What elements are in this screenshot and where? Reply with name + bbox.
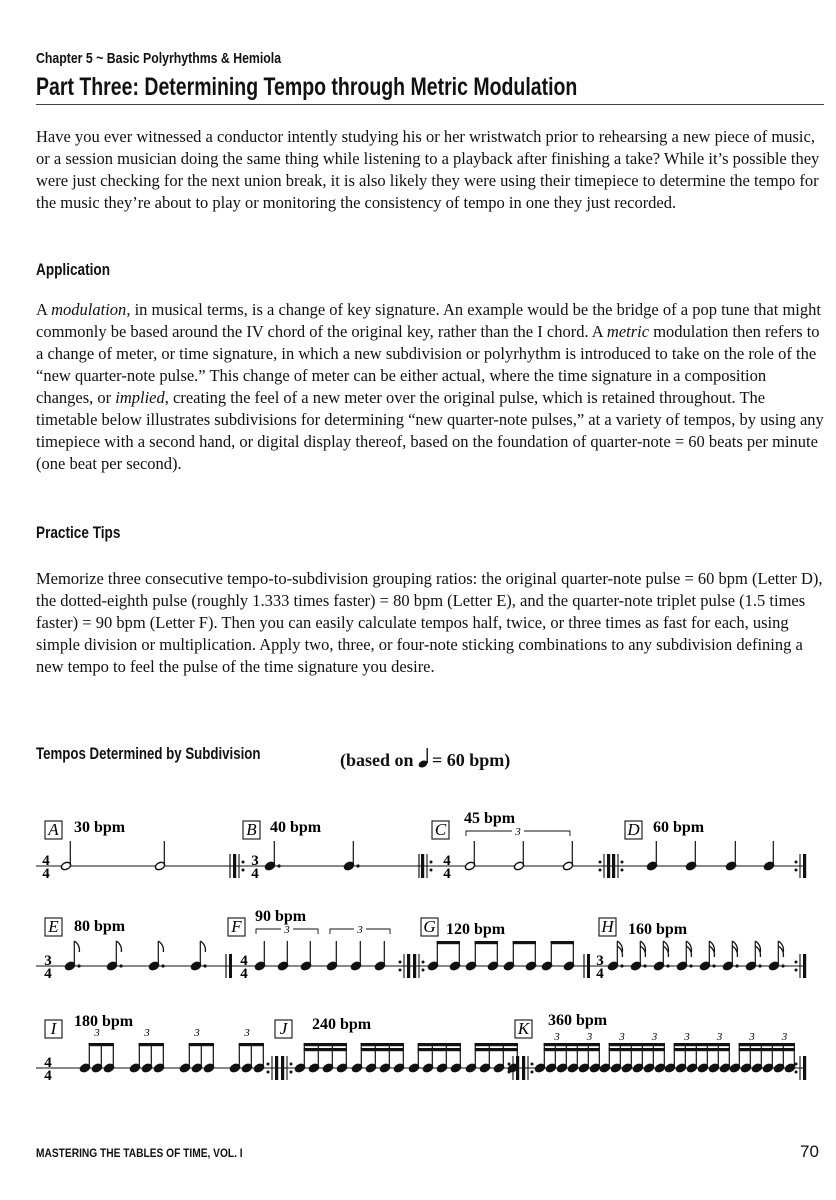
- note-beam: [513, 941, 536, 944]
- half-note-triplet: [464, 841, 475, 871]
- tuplet-number: 3: [194, 1027, 200, 1039]
- time-signature-top: 4: [44, 1055, 52, 1071]
- note-beam: [475, 1043, 518, 1046]
- chapter-heading: Chapter 5 ~ Basic Polyrhythms & Hemiola: [36, 50, 282, 67]
- repeat-end-thick: [607, 854, 610, 878]
- time-signature-top: 3: [251, 853, 259, 869]
- repeat-dot: [267, 1063, 270, 1066]
- augmentation-dot: [203, 964, 206, 967]
- dotted-eighth-note: [106, 941, 122, 971]
- repeat-end-thick: [803, 954, 806, 978]
- example-e-letter: E: [48, 917, 59, 936]
- time-signature-top: 4: [443, 853, 451, 869]
- repeat-dot: [422, 961, 425, 964]
- intro-paragraph: Have you ever witnessed a conductor intently studying his or her wristwatch prior to rehearsing a new piece of music, or a session musician doing the same thing while listening to a playback after finishing a take? While it’s possible they were just checking for the next union break, it is also likely they were using their timepiece to determine the tempo for the music they’re about to play or monitoring the consistency of tempo in one they just recorded.: [36, 127, 820, 212]
- augmentation-dot: [643, 964, 646, 967]
- example-i-bpm: 180 bpm: [74, 1013, 134, 1030]
- repeat-dot: [795, 961, 798, 964]
- note-beam: [544, 1048, 600, 1051]
- example-b-letter: B: [246, 820, 257, 839]
- note-beam: [475, 1048, 518, 1051]
- quarter-note-triplet: [350, 941, 361, 971]
- example-j-bpm: 240 bpm: [312, 1016, 372, 1033]
- augmentation-dot: [758, 964, 761, 967]
- note-beam: [361, 1048, 404, 1051]
- repeat-dot: [430, 861, 433, 864]
- time-signature-bottom: 4: [44, 966, 52, 982]
- sixteenth-triplet-group: [729, 1043, 795, 1073]
- augmentation-dot: [781, 964, 784, 967]
- dotted-sixteenth-note: [699, 941, 715, 971]
- repeat-dot: [531, 1071, 534, 1074]
- quarter-note: [763, 841, 774, 871]
- practice-tips-heading: Practice Tips: [36, 523, 121, 542]
- repeat-end-thick: [803, 1056, 806, 1080]
- repeat-dot: [795, 969, 798, 972]
- note-beam: [674, 1048, 730, 1051]
- note-beam: [304, 1048, 347, 1051]
- sixteenth-note-group: [294, 1043, 347, 1073]
- eighth-note-pair: [541, 941, 574, 971]
- eighth-note-triplet: [129, 1043, 164, 1073]
- eighth-note-pair: [503, 941, 536, 971]
- half-note-triplet: [562, 841, 573, 871]
- eighth-note-triplet: [229, 1043, 264, 1073]
- repeat-start-thick: [233, 854, 236, 878]
- repeat-dot: [795, 869, 798, 872]
- note-flag: [74, 941, 79, 952]
- sixteenth-triplet-group: [599, 1043, 665, 1073]
- half-note: [60, 841, 71, 871]
- dotted-sixteenth-note: [768, 941, 784, 971]
- sixteenth-triplet-group: [534, 1043, 600, 1073]
- augmentation-dot: [712, 964, 715, 967]
- augmentation-dot: [620, 964, 623, 967]
- repeat-dot: [422, 969, 425, 972]
- note-beam: [239, 1043, 264, 1046]
- repeat-start-thick: [522, 1056, 525, 1080]
- repeat-dot: [531, 1063, 534, 1066]
- dotted-eighth-note: [148, 941, 164, 971]
- dotted-quarter-note: [264, 841, 280, 871]
- repeat-dot: [795, 1071, 798, 1074]
- repeat-dot: [508, 1071, 511, 1074]
- application-heading: Application: [36, 260, 111, 279]
- tuplet-number: 3: [781, 1031, 788, 1043]
- note-beam: [551, 941, 574, 944]
- eighth-note-triplet: [179, 1043, 214, 1073]
- example-c-bpm: 45 bpm: [464, 810, 516, 827]
- time-signature-bottom: 4: [443, 866, 451, 882]
- time-signature-top: 3: [44, 953, 52, 969]
- tuplet-number: 3: [619, 1031, 625, 1043]
- quarter-note-triplet: [254, 941, 265, 971]
- eighth-note-pair: [465, 941, 498, 971]
- example-h-letter: H: [601, 917, 614, 936]
- page-title: Part Three: Determining Tempo through Metric Modulation: [36, 73, 578, 101]
- dotted-sixteenth-note: [607, 941, 623, 971]
- repeat-start-thick: [413, 954, 416, 978]
- example-h-bpm: 160 bpm: [628, 921, 688, 938]
- half-note-triplet: [513, 841, 524, 871]
- sixteenth-triplet-group: [664, 1043, 730, 1073]
- example-f-letter: F: [231, 917, 242, 936]
- repeat-dot: [399, 969, 402, 972]
- tuplet-number: 3: [684, 1031, 690, 1043]
- barline-thick: [587, 954, 590, 978]
- quarter-note: [725, 841, 736, 871]
- practice-tips-paragraph: Memorize three consecutive tempo-to-subdivision grouping ratios: the original quarter-note pulse = 60 bpm (Letter D), the dotted-eighth pulse (roughly 1.333 times faster) = 80 bpm (Letter E), and the quarter-note triplet pulse (1.5 times faster) = 90 bpm (Letter F). Then you can easily calculate tempos half, twice, or three times as fast for each, using simple division or multiplication. Apply two, three, or four-note sticking combinations to any subdivision defining a new tempo to feel the pulse of the time signature you desire.: [36, 569, 823, 676]
- quarter-note: [646, 841, 657, 871]
- augmentation-dot: [689, 964, 692, 967]
- dotted-sixteenth-note: [745, 941, 761, 971]
- repeat-dot: [795, 861, 798, 864]
- example-c-letter: C: [434, 820, 447, 839]
- example-d-letter: D: [627, 820, 640, 839]
- tuplet-number: 3: [651, 1031, 658, 1043]
- note-beam: [544, 1043, 600, 1046]
- example-g-letter: G: [423, 917, 436, 936]
- augmentation-dot: [161, 964, 164, 967]
- time-signature-bottom: 4: [251, 866, 259, 882]
- example-g-bpm: 120 bpm: [446, 921, 506, 938]
- note-beam: [139, 1043, 164, 1046]
- tempo-reference: (based on = 60 bpm): [340, 750, 511, 770]
- repeat-dot: [621, 869, 624, 872]
- note-beam: [418, 1043, 461, 1046]
- half-note: [154, 841, 165, 871]
- example-f-bpm: 90 bpm: [255, 908, 307, 925]
- time-signature-top: 4: [42, 853, 50, 869]
- augmentation-dot: [356, 864, 359, 867]
- repeat-end-thick: [516, 1056, 519, 1080]
- dotted-sixteenth-note: [722, 941, 738, 971]
- repeat-dot: [399, 961, 402, 964]
- note-beam: [739, 1043, 795, 1046]
- note-beam: [361, 1043, 404, 1046]
- note-flag: [116, 941, 121, 952]
- time-signature-top: 3: [596, 953, 604, 969]
- example-k-bpm: 360 bpm: [548, 1012, 608, 1029]
- application-paragraph: A modulation, in musical terms, is a change of key signature. An example would be the bridge of a pop tune that might commonly be based around the IV chord of the original key, rather than the I chord. A metric modulation then refers to a change of meter, or time signature, in which a new subdivision or polyrhythm is introduced to take on the role of the “new quarter-note pulse.” This change of meter can be either actual, where the time signature in a composition changes, or implied, creating the feel of a new meter over the original pulse, which is retained throughout. The timetable below illustrates subdivisions for determining “new quarter-note pulses,” at a variety of tempos, by using any timepiece with a second hand, or digital display thereof, based on the foundation of quarter-note = 60 beats per minute (one beat per second).: [36, 300, 824, 473]
- repeat-dot: [267, 1071, 270, 1074]
- quarter-note-triplet: [374, 941, 385, 971]
- dotted-sixteenth-note: [676, 941, 692, 971]
- repeat-start-thick: [281, 1056, 284, 1080]
- note-beam: [89, 1043, 114, 1046]
- augmentation-dot: [735, 964, 738, 967]
- repeat-dot: [599, 861, 602, 864]
- note-beam: [609, 1043, 665, 1046]
- page-number: 70: [800, 1142, 819, 1161]
- tuplet-number: 3: [244, 1027, 250, 1039]
- dotted-sixteenth-note: [653, 941, 669, 971]
- note-beam: [739, 1048, 795, 1051]
- tuplet-number: 3: [357, 924, 363, 936]
- example-b-bpm: 40 bpm: [270, 819, 322, 836]
- tempo-notation-table: [0, 790, 836, 1100]
- note-beam: [674, 1043, 730, 1046]
- repeat-start-thick: [612, 854, 615, 878]
- tuplet-number: 3: [144, 1027, 150, 1039]
- note-beam: [189, 1043, 214, 1046]
- example-i-letter: I: [50, 1019, 57, 1038]
- augmentation-dot: [77, 964, 80, 967]
- tuplet-number: 3: [515, 826, 521, 838]
- example-j-letter: J: [279, 1019, 288, 1038]
- title-rule: [36, 104, 824, 105]
- repeat-dot: [599, 869, 602, 872]
- repeat-dot: [621, 861, 624, 864]
- repeat-end-thick: [803, 854, 806, 878]
- time-signature-bottom: 4: [42, 866, 50, 882]
- tuplet-number: 3: [586, 1031, 593, 1043]
- example-a-bpm: 30 bpm: [74, 819, 126, 836]
- time-signature-top: 4: [240, 953, 248, 969]
- dotted-eighth-note: [190, 941, 206, 971]
- dotted-sixteenth-note: [630, 941, 646, 971]
- augmentation-dot: [119, 964, 122, 967]
- note-beam: [437, 941, 460, 944]
- repeat-end-thick: [275, 1056, 278, 1080]
- eighth-note-pair: [427, 941, 460, 971]
- quarter-note: [685, 841, 696, 871]
- time-signature-bottom: 4: [44, 1068, 52, 1084]
- tuplet-number: 3: [554, 1031, 560, 1043]
- tuplet-number: 3: [749, 1031, 755, 1043]
- example-k-letter: K: [517, 1019, 530, 1038]
- eighth-note-triplet: [79, 1043, 114, 1073]
- example-e-bpm: 80 bpm: [74, 918, 126, 935]
- note-beam: [304, 1043, 347, 1046]
- tuplet-number: 3: [94, 1027, 100, 1039]
- example-a-letter: A: [48, 820, 59, 839]
- repeat-dot: [508, 1063, 511, 1066]
- repeat-dot: [242, 869, 245, 872]
- augmentation-dot: [666, 964, 669, 967]
- tuplet-number: 3: [716, 1031, 723, 1043]
- tuplet-number: 3: [284, 924, 290, 936]
- repeat-dot: [242, 861, 245, 864]
- time-signature-bottom: 4: [240, 966, 248, 982]
- quarter-note-icon: [418, 748, 432, 768]
- quarter-note-triplet: [300, 941, 311, 971]
- repeat-dot: [290, 1063, 293, 1066]
- note-flag: [200, 941, 205, 952]
- note-beam: [609, 1048, 665, 1051]
- sixteenth-note-group: [465, 1043, 518, 1073]
- tempos-heading: Tempos Determined by Subdivision: [36, 744, 261, 763]
- repeat-end-thick: [407, 954, 410, 978]
- dotted-quarter-note: [343, 841, 359, 871]
- repeat-dot: [290, 1071, 293, 1074]
- footer-book-title: MASTERING THE TABLES OF TIME, VOL. I: [36, 1146, 243, 1160]
- quarter-note-triplet: [326, 941, 337, 971]
- repeat-dot: [430, 869, 433, 872]
- sixteenth-note-group: [408, 1043, 461, 1073]
- example-d-bpm: 60 bpm: [653, 819, 705, 836]
- time-signature-bottom: 4: [596, 966, 604, 982]
- note-beam: [475, 941, 498, 944]
- repeat-dot: [795, 1063, 798, 1066]
- sixteenth-note-group: [351, 1043, 404, 1073]
- repeat-start-thick: [421, 854, 424, 878]
- quarter-note-triplet: [277, 941, 288, 971]
- note-beam: [418, 1048, 461, 1051]
- barline-thick: [229, 954, 232, 978]
- note-flag: [158, 941, 163, 952]
- augmentation-dot: [277, 864, 280, 867]
- dotted-eighth-note: [64, 941, 80, 971]
